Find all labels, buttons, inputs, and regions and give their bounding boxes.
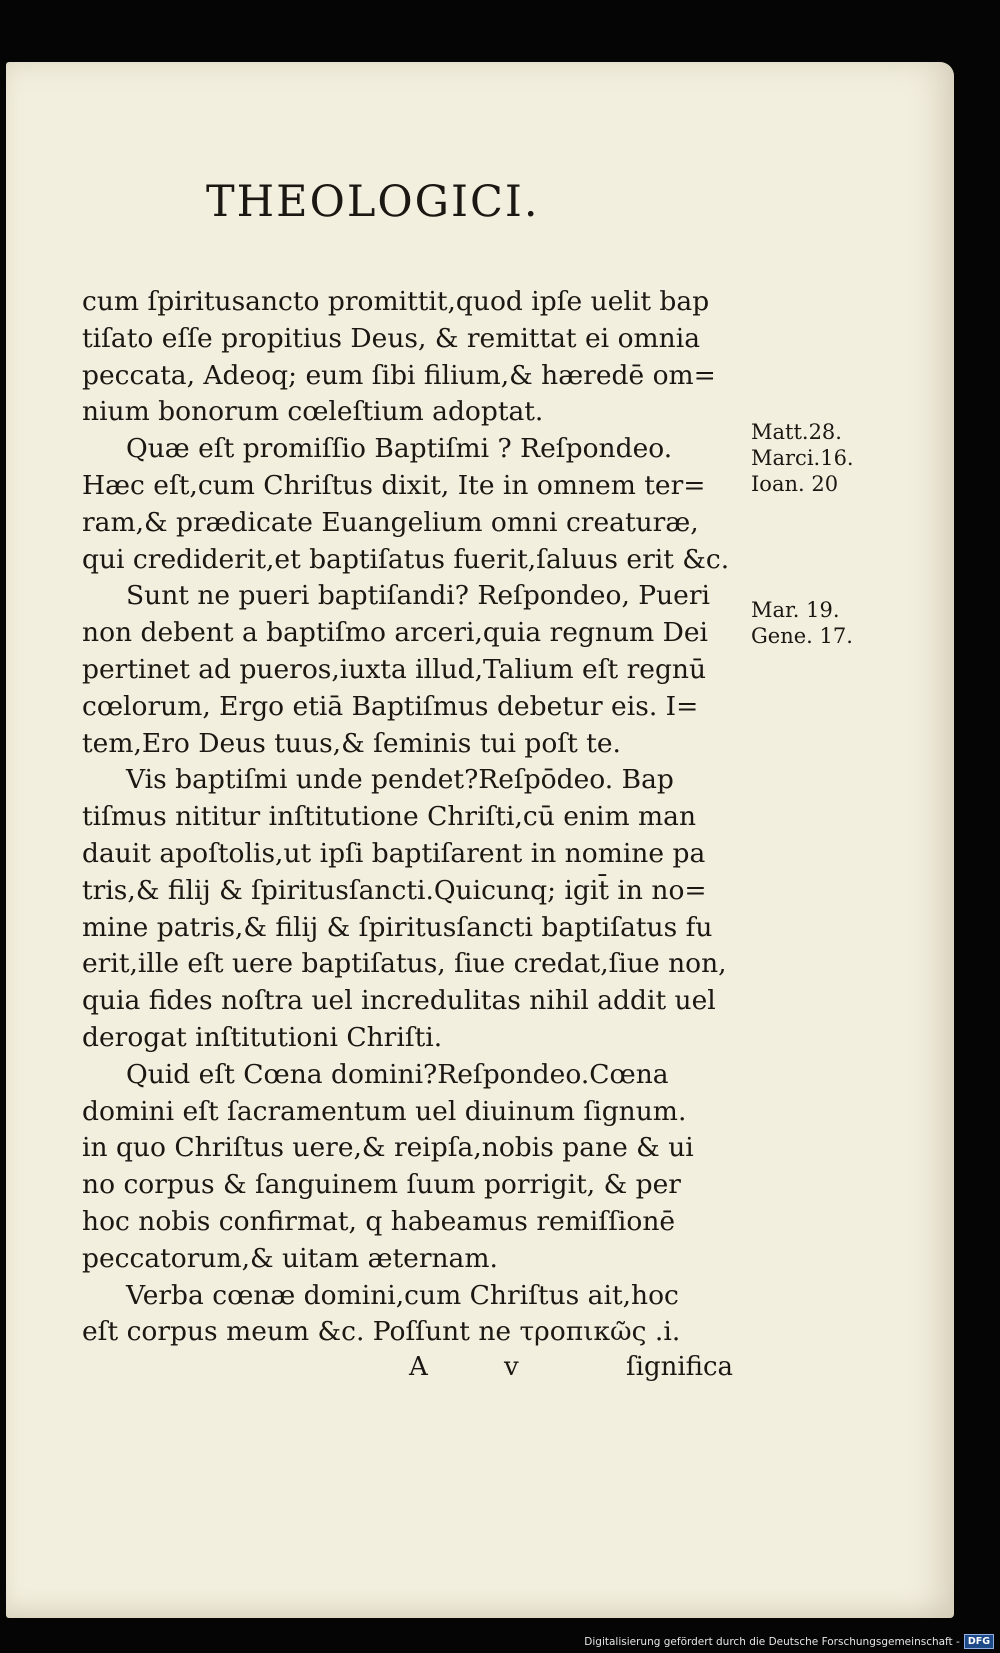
text-line: hoc nobis confirmat, q habeamus remiſſionē: [82, 1205, 676, 1237]
text-line: peccata, Adeoq; eum ſibi filium,& hæredē om=: [82, 359, 716, 391]
text-line: tris,& filij & ſpiritusſancti.Quicunq; igit̄ in no=: [82, 874, 707, 906]
text-line: peccatorum,& uitam æternam.: [82, 1242, 498, 1274]
text-line: mine patris,& filij & ſpiritusſancti baptiſatus fu: [82, 911, 713, 943]
text-line: tem,Ero Deus tuus,& ſeminis tui poſt te.: [82, 727, 621, 759]
text-line: Hæc eſt,cum Chriſtus dixit, Ite in omnem ter=: [82, 469, 706, 501]
text-line: tiſato eſſe propitius Deus, & remittat ei omnia: [82, 322, 700, 354]
text-line: no corpus & ſanguinem ſuum porrigit, & per: [82, 1169, 681, 1201]
text-line: pertinet ad pueros,iuxta illud,Talium eſt regnū: [82, 653, 707, 685]
text-line: quia fides noſtra uel incredulitas nihil addit uel: [82, 985, 716, 1017]
marginal-note-line: Gene. 17.: [751, 624, 853, 648]
text-line: nium bonorum cœleſtium adoptat.: [82, 396, 544, 428]
text-line: Sunt ne pueri baptiſandi? Reſpondeo, Pueri: [126, 580, 711, 612]
text-line: erit,ille eſt uere baptiſatus, ſiue credat,ſiue non,: [82, 948, 727, 980]
text-line: Verba cœnæ domini,cum Chriſtus ait,hoc: [126, 1279, 679, 1311]
catchword: ſignifica: [626, 1352, 734, 1382]
text-line: domini eſt ſacramentum uel diuinum ſignum.: [82, 1095, 687, 1127]
marginal-note-mark-genesis: [751, 597, 891, 649]
signature-mark: A v: [409, 1352, 553, 1382]
text-line: dauit apoſtolis,ut ipſi baptiſarent in nomine pa: [82, 837, 706, 869]
text-line: ram,& prædicate Euangelium omni creaturæ,: [82, 506, 699, 538]
text-line: Quæ eſt promiſſio Baptiſmi ? Reſpondeo.: [126, 433, 673, 465]
page-footer: [6, 1352, 766, 1392]
text-line: cum ſpiritusancto promittit,quod ipſe uelit bap: [82, 286, 710, 317]
text-line: qui crediderit,et baptiſatus fuerit,ſaluus erit &c.: [82, 543, 730, 575]
dfg-logo: DFG: [964, 1634, 994, 1649]
text-line: non debent a baptiſmo arceri,quia regnum Dei: [82, 617, 709, 649]
text-line: tiſmus nititur inſtitutione Chriſti,cū enim man: [82, 801, 697, 833]
marginal-note-line: Mar. 19.: [751, 598, 840, 622]
text-line: in quo Chriſtus uere,& reipſa,nobis pane & ui: [82, 1132, 694, 1164]
text-line: cœlorum, Ergo etiā Baptiſmus debetur eis. I=: [82, 690, 699, 722]
marginal-note-matthew-mark-john: [751, 419, 891, 497]
text-line: derogat inſtitutioni Chriſti.: [82, 1021, 443, 1053]
marginal-note-line: Ioan. 20: [751, 472, 839, 496]
text-line: eſt corpus meum &c. Poſſunt ne τροπικῶς .i.: [82, 1316, 681, 1348]
body-text: [82, 284, 742, 1351]
book-page: [6, 62, 954, 1618]
marginal-note-line: Matt.28.: [751, 420, 842, 444]
digitization-credit: [584, 1634, 994, 1649]
marginal-note-line: Marci.16.: [751, 446, 854, 470]
text-line: Quid eſt Cœna domini?Reſpondeo.Cœna: [126, 1058, 669, 1090]
running-head: THEOLOGICI.: [206, 177, 540, 227]
text-line: Vis baptiſmi unde pendet?Reſpōdeo. Bap: [126, 764, 674, 796]
credit-text: Digitalisierung gefördert durch die Deutsche Forschungsgemeinschaft -: [584, 1635, 960, 1648]
